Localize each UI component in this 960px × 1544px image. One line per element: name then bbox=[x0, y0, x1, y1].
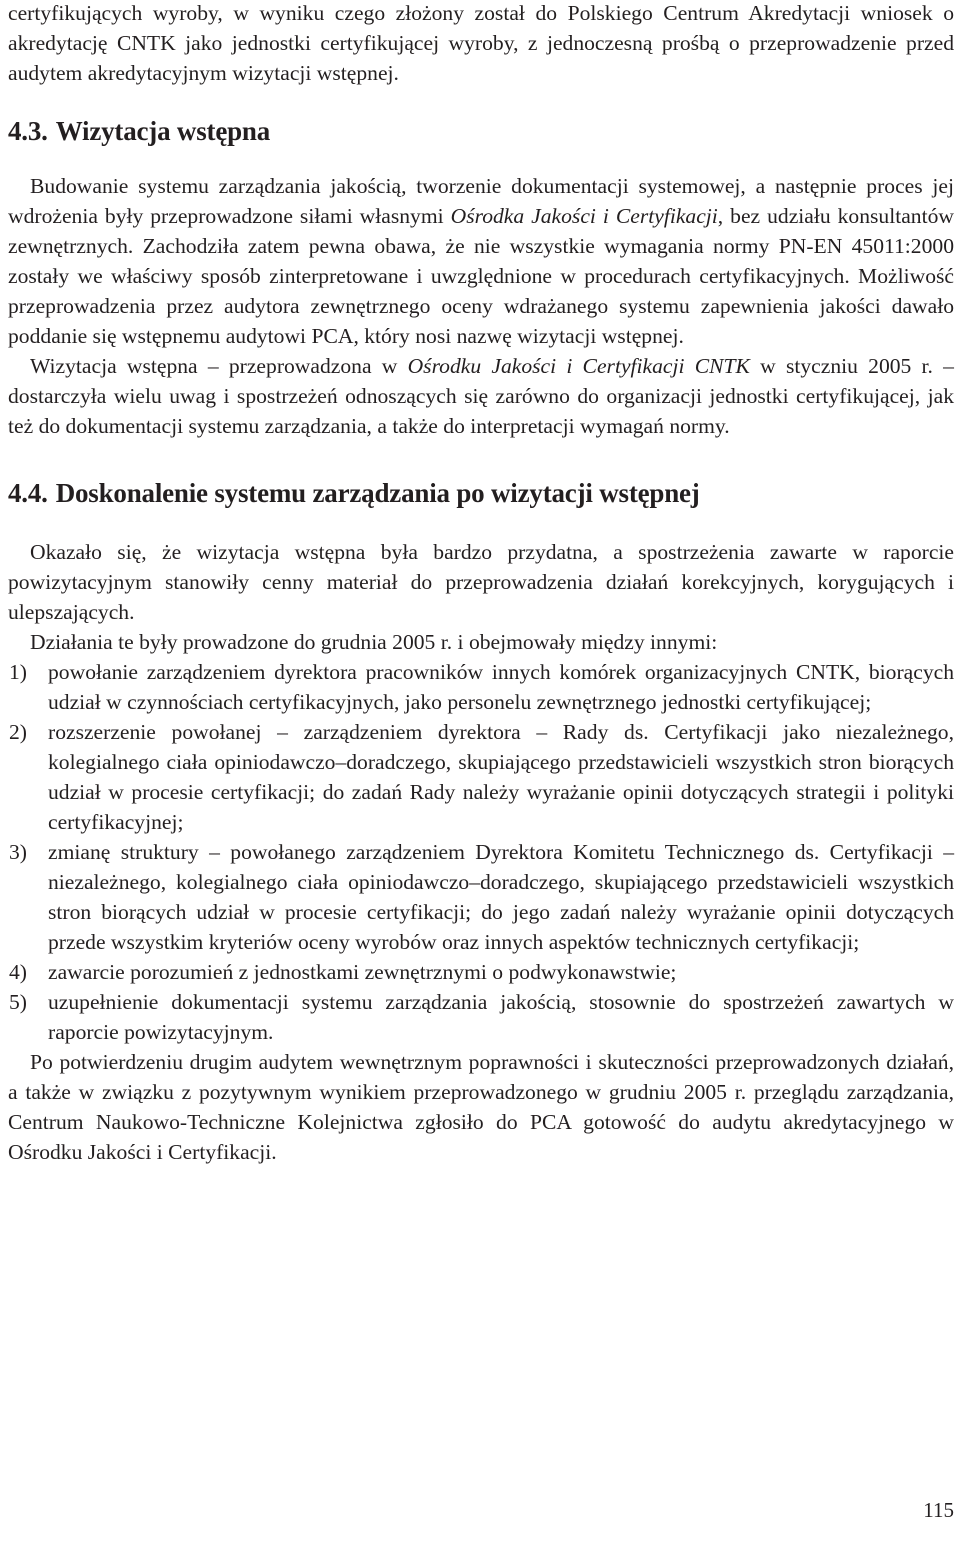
paragraph-text: Wizytacja wstępna – przeprowadzona w bbox=[30, 354, 408, 378]
section-4-4-paragraph-2: Działania te były prowadzone do grudnia 2005 r. i obejmowały między innymi: bbox=[30, 630, 718, 654]
section-4-3-paragraph-1 bbox=[8, 171, 954, 351]
list-item-text: zawarcie porozumień z jednostkami zewnętrznymi o podwykonawstwie; bbox=[48, 960, 677, 984]
section-4-3-heading bbox=[8, 115, 954, 147]
list-item bbox=[8, 987, 954, 1047]
list-item-text: rozszerzenie powołanej – zarządzeniem dyrektora – Rady ds. Certyfikacji jako niezależnego, kolegialnego ciała opiniodawczo–doradczego, skupiającego przedstawicieli wszystkich stron biorących udział w procesie certyfikacji; do zadań Rady należy wyrażanie opinii dotyczących strategii i polityki certyfikacyjnej; bbox=[48, 720, 954, 834]
section-title: Wizytacja wstępna bbox=[55, 116, 271, 146]
list-item bbox=[8, 657, 954, 717]
section-4-4-paragraph-1: Okazało się, że wizytacja wstępna była bardzo przydatna, a spostrzeżenia zawarte w raporcie powizytacyjnym stanowiły cenny materiał do przeprowadzenia działań korekcyjnych, korygujących i ulepszających. bbox=[8, 540, 954, 624]
section-title: Doskonalenie systemu zarządzania po wizytacji wstępnej bbox=[55, 478, 700, 508]
section-number: 4.3. bbox=[8, 116, 48, 146]
list-marker: 1) bbox=[9, 660, 27, 684]
list-item bbox=[8, 717, 954, 837]
paragraph-text: , bez udziału konsultantów zewnętrznych. Zachodziła zatem pewna obawa, że nie wszystkie wymagania normy PN-EN 45011:2000 zostały we właściwy sposób zinterpretowane i uwzględnione w procedurach certyfikacyjnych. Możliwość przeprowadzenia przez audytora zewnętrznego oceny wdrażanego systemu zapewnienia jakości dawało poddanie się wstępnemu audytowi PCA, który nosi nazwę wizytacji wstępnej. bbox=[8, 204, 954, 348]
list-item bbox=[8, 837, 954, 957]
page-number: 115 bbox=[923, 1498, 954, 1522]
list-item bbox=[8, 957, 954, 987]
paragraph-text: Budowanie systemu zarządzania jakością, tworzenie dokumentacji systemowej, a następnie proces jej wdrożenia były przeprowadzone siłami własnymi bbox=[8, 174, 954, 228]
actions-list bbox=[8, 657, 954, 1047]
section-4-4-heading bbox=[8, 477, 954, 509]
list-marker: 2) bbox=[9, 720, 27, 744]
section-4-4-paragraph-3: Po potwierdzeniu drugim audytem wewnętrznym poprawności i skuteczności przeprowadzonych działań, a także w związku z pozytywnym wynikiem przeprowadzonego w grudniu 2005 r. przeglądu zarządzania, Centrum Naukowo-Techniczne Kolejnictwa zgłosiło do PCA gotowość do audytu akredytacyjnego w Ośrodku Jakości i Certyfikacji. bbox=[8, 1050, 954, 1164]
list-item-text: uzupełnienie dokumentacji systemu zarządzania jakością, stosownie do spostrzeżeń zawartych w raporcie powizytacyjnym. bbox=[48, 990, 954, 1044]
section-4-3-paragraph-2 bbox=[8, 351, 954, 441]
list-marker: 4) bbox=[9, 960, 27, 984]
italic-text: Ośrodka Jakości i Certyfikacji bbox=[450, 204, 718, 228]
list-item-text: zmianę struktury – powołanego zarządzeniem Dyrektora Komitetu Technicznego ds. Certyfikacji – niezależnego, kolegialnego ciała opiniodawczo–doradczego, skupiającego przedstawicieli wszystkich stron biorących udział w procesie certyfikacji; do jego zadań należy wyrażanie opinii dotyczących przede wszystkim kryteriów oceny wyrobów oraz innych aspektów technicznych certyfikacji; bbox=[48, 840, 954, 954]
section-number: 4.4. bbox=[8, 478, 48, 508]
intro-paragraph: certyfikujących wyroby, w wyniku czego złożony został do Polskiego Centrum Akredytacji wniosek o akredytację CNTK jako jednostki certyfikującej wyroby, z jednoczesną prośbą o przeprowadzenie przed audytem akredytacyjnym wizytacji wstępnej. bbox=[8, 1, 954, 85]
list-marker: 3) bbox=[9, 840, 27, 864]
list-marker: 5) bbox=[9, 990, 27, 1014]
italic-text: Ośrodku Jakości i Certyfikacji CNTK bbox=[407, 354, 750, 378]
list-item-text: powołanie zarządzeniem dyrektora pracowników innych komórek organizacyjnych CNTK, biorących udział w czynnościach certyfikacyjnych, jako personelu zewnętrznego jednostki certyfikującej; bbox=[48, 660, 954, 714]
paragraph-text: w styczniu 2005 r. – dostarczyła wielu uwag i spostrzeżeń odnoszących się zarówno do organizacji jednostki certyfikującej, jak też do dokumentacji systemu zarządzania, a także do interpretacji wymagań normy. bbox=[8, 354, 954, 438]
